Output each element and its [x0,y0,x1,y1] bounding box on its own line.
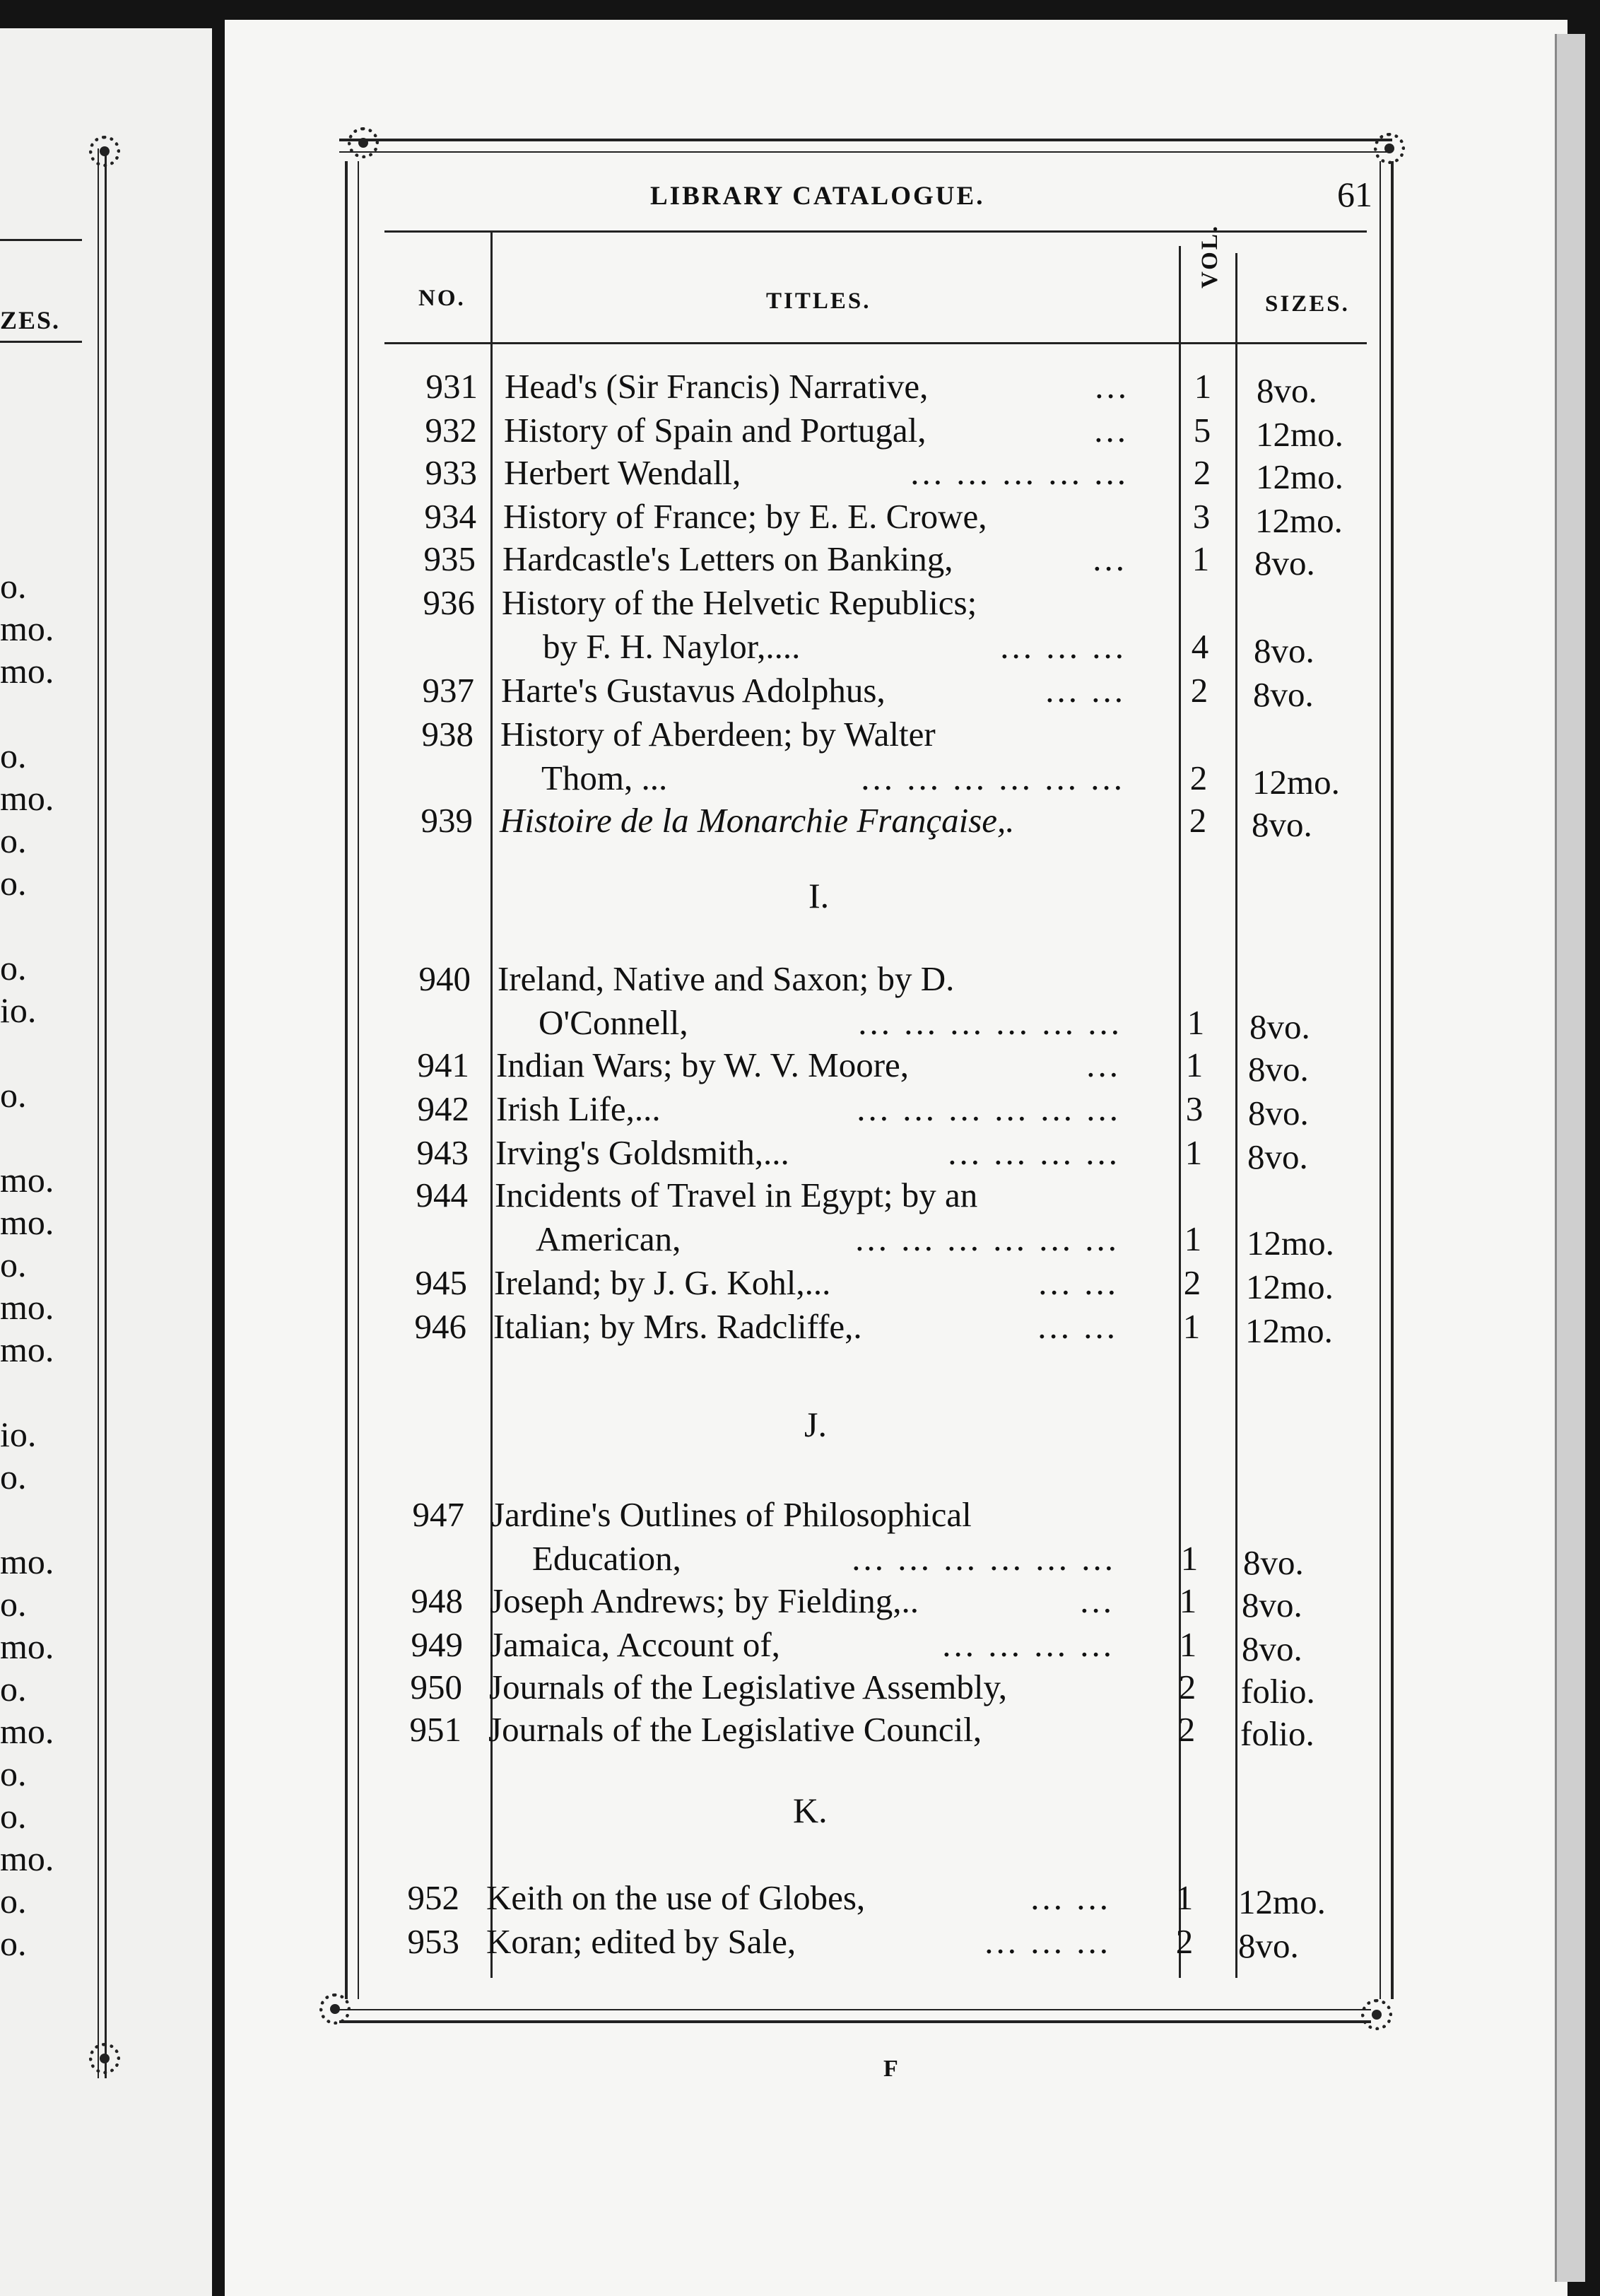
entry-title-text: Indian Wars; by W. V. Moore, [496,1046,910,1084]
rosette-ornament-icon [348,127,379,158]
entry-leader-dots: ... [1080,1581,1114,1620]
entry-volumes: 1 [1185,1046,1204,1084]
entry-number: 952 [407,1878,459,1917]
left-page-size-fragment: o. [0,821,27,860]
entry-number: 937 [422,671,474,710]
entry-title-continuation [536,1219,1119,1259]
entry-volumes: 2 [1189,758,1208,797]
entry-title [490,1581,1114,1621]
frame-top-border [339,139,1392,153]
section-letter: K. [793,1791,828,1830]
left-page-size-fragment: mo. [0,1627,54,1666]
entry-size: 8vo. [1238,1926,1299,1965]
left-page-rule [0,341,82,343]
left-page-size-fragment: mo. [0,1202,54,1242]
entry-volumes: 1 [1184,1219,1202,1258]
running-title: LIBRARY CATALOGUE. [650,182,985,211]
entry-leader-dots: ... ... [1037,1307,1118,1346]
entry-title [495,1132,1120,1173]
left-page-size-fragment: o. [0,736,27,775]
entry-number: 931 [425,367,478,406]
entry-title-text: History of France; by E. E. Crowe, [503,497,987,536]
entry-volumes: 3 [1185,1089,1204,1128]
entry-title [502,539,1127,579]
entry-title-continuation-text: O'Connell, [539,1003,688,1042]
entry-volumes: 3 [1192,497,1211,536]
entry-size: 8vo. [1257,371,1317,410]
column-header-titles: TITLES. [766,288,871,314]
entry-title-text: History of the Helvetic Republics; [502,583,977,622]
entry-volumes: 4 [1191,627,1209,666]
section-letter: I. [808,876,830,915]
left-page-size-fragment: o. [0,1754,27,1793]
entry-number: 946 [414,1307,466,1346]
entry-title-text: Histoire de la Monarchie Française,. [500,801,1015,840]
entry-title [488,1709,982,1750]
catalogue-page [225,20,1567,2296]
entry-volumes: 2 [1177,1710,1196,1749]
entry-title-text: Koran; edited by Sale, [486,1922,796,1961]
entry-volumes: 2 [1175,1922,1194,1961]
section-letter: J. [804,1405,827,1444]
entry-title-continuation [539,1002,1122,1043]
entry-size: 12mo. [1252,763,1340,802]
entry-title-text: Journals of the Legislative Council, [488,1710,982,1749]
left-page-size-fragment: o. [0,1245,27,1284]
entry-number: 949 [411,1625,463,1664]
entry-size: 8vo. [1249,1007,1310,1046]
entry-volumes: 2 [1183,1263,1201,1302]
entry-number: 944 [416,1176,468,1214]
entry-title-continuation [541,758,1125,798]
entry-title-text: Italian; by Mrs. Radcliffe,. [493,1307,862,1346]
page-edge [1555,34,1585,2282]
entry-title [486,1878,1111,1918]
left-page-column-header: ZES. [0,306,61,334]
left-page-size-fragment: o. [0,1669,27,1709]
entry-title-text: Joseph Andrews; by Fielding,.. [490,1581,919,1620]
left-page-size-fragment: mo. [0,1160,54,1200]
entry-size: folio. [1240,1714,1314,1753]
entry-leader-dots: ... ... ... ... ... ... [857,1089,1121,1128]
left-page-size-fragment: o. [0,948,27,988]
rosette-ornament-icon [1361,1999,1392,2030]
entry-title [500,714,936,754]
entry-title-text: Herbert Wendall, [504,453,741,492]
entry-number: 935 [423,539,476,578]
entry-leader-dots: ... [1095,367,1129,406]
frame-right-border [1380,161,1394,1999]
left-page-rule [0,239,82,241]
entry-number: 939 [420,801,473,840]
entry-number: 933 [425,453,477,492]
entry-title-text: Jamaica, Account of, [490,1625,780,1664]
entry-size: 12mo. [1238,1882,1326,1921]
column-header-no: NO. [418,286,466,311]
left-page-size-fragment: o. [0,1075,27,1115]
entry-size: 8vo. [1243,1543,1304,1582]
entry-number: 945 [415,1263,467,1302]
left-page-size-fragment: io. [0,990,37,1030]
entry-number: 950 [410,1668,462,1706]
entry-title-text: Ireland, Native and Saxon; by D. [498,959,955,998]
entry-title [500,800,1015,840]
entry-number: 943 [416,1133,469,1172]
entry-title-text: Hardcastle's Letters on Banking, [502,539,953,578]
entry-volumes: 1 [1180,1539,1199,1578]
entry-title [505,366,1129,406]
entry-title-text: Irving's Goldsmith,... [495,1133,789,1172]
signature-mark: F [883,2056,898,2082]
entry-size: 8vo. [1254,631,1314,670]
entry-volumes: 2 [1189,801,1207,840]
entry-title [502,582,977,623]
left-page-size-fragment: o. [0,1584,27,1624]
left-page-size-fragment: o. [0,1457,27,1496]
left-page-size-fragment: o. [0,1796,27,1836]
entry-size: 12mo. [1246,1267,1334,1306]
entry-size: 8vo. [1252,805,1312,844]
entry-volumes: 2 [1178,1668,1196,1706]
left-page-size-fragment: o. [0,1881,27,1921]
entry-title-text: History of Spain and Portugal, [504,411,927,450]
entry-size: 12mo. [1256,415,1343,454]
entry-number: 953 [407,1922,459,1961]
entry-number: 951 [409,1710,461,1749]
entry-size: 8vo. [1247,1137,1308,1176]
entry-title [496,1045,1121,1085]
entry-size: 8vo. [1242,1586,1302,1624]
entry-title [486,1921,1111,1962]
entry-title-continuation-text: American, [536,1219,681,1258]
entry-title [490,1624,1114,1665]
entry-leader-dots: ... ... [1030,1878,1111,1917]
page-number: 61 [1337,175,1372,214]
entry-size: 8vo. [1248,1050,1309,1089]
entry-title-continuation [543,626,1127,667]
entry-number: 938 [421,715,473,754]
rosette-ornament-icon [89,2043,120,2074]
rosette-ornament-icon [89,136,120,167]
entry-title [494,1263,1119,1303]
left-page-size-fragment: mo. [0,1711,54,1751]
entry-leader-dots: ... ... ... ... ... ... [858,1003,1122,1042]
left-page-size-fragment: mo. [0,1287,54,1327]
entry-title [491,1494,972,1535]
entry-volumes: 1 [1187,1003,1205,1042]
entry-leader-dots: ... [1086,1046,1121,1084]
entry-title-text: Journals of the Legislative Assembly, [489,1668,1008,1706]
entry-title [496,1089,1121,1129]
column-header-sizes: SIZES. [1265,291,1350,317]
entry-leader-dots: ... [1093,539,1127,578]
left-page-size-fragment: io. [0,1414,37,1454]
entry-volumes: 1 [1182,1307,1201,1346]
entry-volumes: 5 [1193,411,1211,450]
column-header-vol: VOL. [1197,223,1223,288]
frame-bottom-border [339,2009,1371,2023]
entry-title-continuation [532,1538,1116,1578]
entry-number: 948 [411,1581,463,1620]
left-page-size-fragment: o. [0,566,27,606]
entry-title-text: Head's (Sir Francis) Narrative, [505,367,929,406]
entry-title [501,670,1126,710]
entry-leader-dots: ... ... ... [984,1922,1111,1961]
left-page-size-fragment: o. [0,863,27,903]
entry-size: 8vo. [1253,675,1314,714]
entry-title-text: Incidents of Travel in Egypt; by an [495,1176,978,1214]
left-page-size-fragment: mo. [0,1839,54,1878]
entry-number: 940 [418,959,471,998]
entry-size: folio. [1241,1672,1315,1711]
entry-size: 12mo. [1255,501,1343,540]
left-page-size-fragment: mo. [0,651,54,691]
entry-title-text: History of Aberdeen; by Walter [500,715,936,754]
entry-number: 942 [417,1089,469,1128]
entry-size: 12mo. [1245,1311,1333,1350]
entry-number: 941 [417,1046,469,1084]
frame-left-border [345,161,359,1999]
entry-title-continuation-text: Education, [532,1539,681,1578]
entry-number: 934 [424,497,476,536]
entry-title [495,1175,977,1215]
entry-volumes: 1 [1184,1133,1203,1172]
left-page-size-fragment: mo. [0,1330,54,1369]
entry-title-text: Irish Life,... [496,1089,661,1128]
entry-title [504,410,1129,450]
entry-size: 8vo. [1254,544,1315,582]
entry-leader-dots: ... ... [1038,1263,1119,1302]
entry-title-text: Ireland; by J. G. Kohl,... [494,1263,831,1302]
entry-title-text: Jardine's Outlines of Philosophical [491,1495,972,1534]
entry-title-text: Harte's Gustavus Adolphus, [501,671,886,710]
entry-volumes: 2 [1193,453,1211,492]
entry-title-text: Keith on the use of Globes, [486,1878,866,1917]
entry-size: 8vo. [1242,1629,1302,1668]
entry-title [493,1306,1118,1347]
entry-volumes: 1 [1179,1581,1197,1620]
rosette-ornament-icon [1374,133,1405,164]
entry-number: 936 [423,583,475,622]
entry-leader-dots: ... ... ... ... ... ... [852,1539,1116,1578]
entry-volumes: 1 [1179,1625,1197,1664]
entry-title-continuation-text: by F. H. Naylor,.... [543,627,801,666]
entry-leader-dots: ... ... [1045,671,1126,710]
entry-title [503,496,987,537]
entry-title [498,959,954,999]
entry-title [504,452,1129,493]
left-page-size-fragment: mo. [0,778,54,818]
entry-leader-dots: ... ... ... ... ... [910,453,1129,492]
left-page-size-fragment: mo. [0,609,54,648]
left-page-size-fragment: mo. [0,1542,54,1581]
left-page-size-fragment: o. [0,1923,27,1963]
entry-leader-dots: ... ... ... ... ... ... [855,1219,1119,1258]
entry-leader-dots: ... ... ... ... [942,1625,1114,1664]
entry-title [489,1667,1007,1707]
entry-leader-dots: ... ... ... [1000,627,1127,666]
entry-size: 8vo. [1248,1094,1309,1132]
size-column-divider [1235,253,1237,1978]
entry-number: 947 [412,1495,464,1534]
entry-size: 12mo. [1247,1224,1334,1263]
entry-number: 932 [425,411,477,450]
entry-title-continuation-text: Thom, ... [541,758,668,797]
rosette-ornament-icon [319,1993,351,2025]
left-facing-page [0,28,212,2296]
entry-volumes: 1 [1194,367,1212,406]
entry-leader-dots: ... [1094,411,1129,450]
entry-volumes: 1 [1192,539,1210,578]
entry-volumes: 1 [1175,1878,1194,1917]
entry-volumes: 2 [1190,671,1208,710]
entry-size: 12mo. [1256,457,1343,496]
table-header-rule [384,342,1367,344]
entry-leader-dots: ... ... ... ... ... ... [861,758,1125,797]
entry-leader-dots: ... ... ... ... [948,1133,1120,1172]
